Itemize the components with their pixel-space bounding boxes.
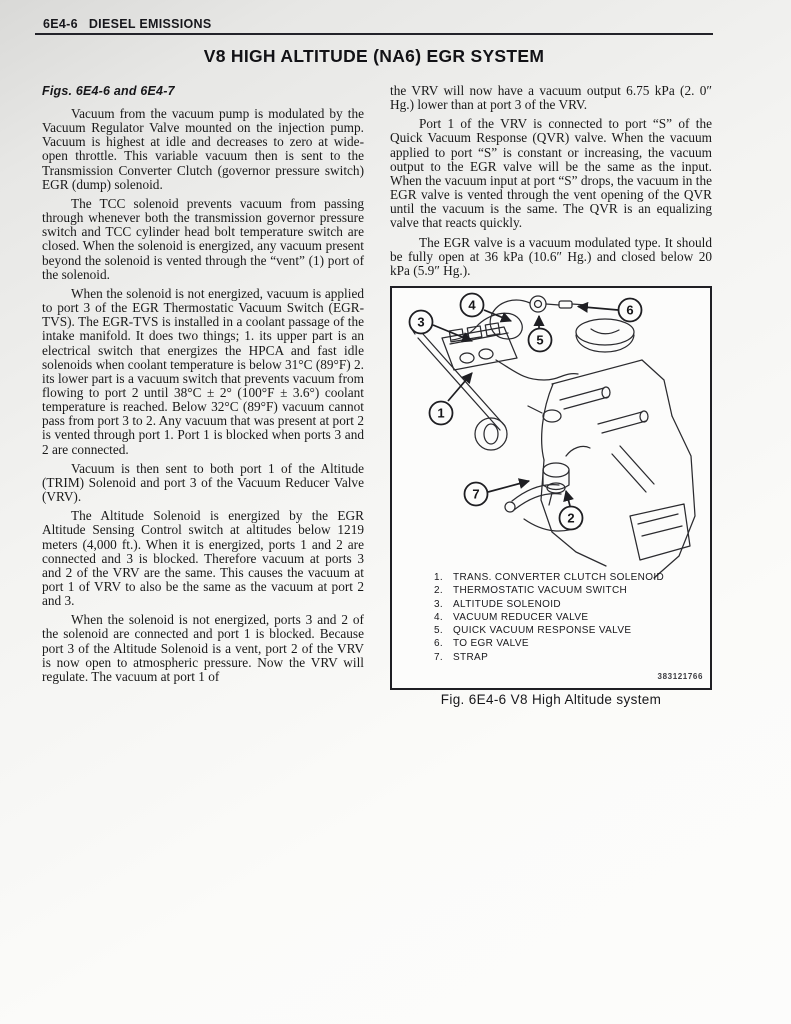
legend-item (434, 611, 664, 624)
legend-item-number: 1. (434, 572, 444, 583)
callout-5 (529, 329, 552, 352)
svg-text:6: 6 (626, 302, 634, 318)
svg-text:2: 2 (567, 510, 575, 526)
legend-item-number: 2. (434, 585, 444, 597)
svg-text:7: 7 (472, 486, 480, 502)
callout-6 (619, 299, 642, 322)
header-rule (35, 33, 713, 35)
running-header (43, 17, 212, 31)
legend-item (434, 637, 664, 650)
legend-item-label: TO EGR VALVE (453, 638, 529, 650)
legend-item-label: STRAP (453, 651, 489, 663)
callout-leaders (433, 307, 618, 507)
right-text-column (390, 84, 712, 283)
svg-text:1: 1 (437, 405, 445, 421)
figure-caption: Fig. 6E4-6 V8 High Altitude system (440, 692, 662, 707)
legend-item-number: 5. (434, 625, 444, 637)
legend-item-number: 4. (434, 611, 444, 623)
legend-item (434, 651, 664, 664)
legend-item-label: TRANS. CONVERTER CLUTCH SOLENOID (453, 572, 665, 583)
paragraph: Port 1 of the VRV is connected to port “S” of the Quick Vacuum Response (QVR) valve. When the vacuum applied to port “S” is constant or increasing, the vacuum output to the EGR valve will be the same as the input. When the vacuum input at port “S” drops, the vacuum in the EGR valve is vented through the vent opening of the QVR until the vacuum is the same. The QVR is an equalizing valve that reacts quickly. (390, 116, 712, 231)
legend-item-number: 7. (434, 651, 444, 663)
legend-item-label: THERMOSTATIC VACUUM SWITCH (453, 585, 628, 597)
paragraph: The TCC solenoid prevents vacuum from passing through whenever both the transmission governor pressure switch and TCC cylinder head bolt temperature switch are closed. When the solenoid is energized, any vacuum present beyond the solenoid is vented through the “vent” (1) port of the solenoid. (42, 195, 364, 282)
section-title: DIESEL EMISSIONS (88, 17, 212, 31)
paragraph: The Altitude Solenoid is energized by the EGR Altitude Sensing Control switch at altitudes below 1219 meters (4,000 ft.). When it is energized, ports 1 and 2 are connected and 3 is blocked. Therefore vacuum at ports 3 and 2 of the VRV are the same. This causes the vacuum at port 1 of VRV to also be the same as the vacuum at port 2 and 3. (42, 508, 364, 609)
callout-3 (410, 311, 433, 334)
callout-7 (465, 483, 488, 506)
callout-2 (560, 507, 583, 530)
legend-item-label: QUICK VACUUM RESPONSE VALVE (453, 625, 632, 637)
legend-item-label: VACUUM REDUCER VALVE (453, 611, 589, 623)
legend-item (434, 598, 664, 611)
paragraph: Vacuum is then sent to both port 1 of the Altitude (TRIM) Solenoid and port 3 of the Vacuum Reducer Valve (VRV). (42, 460, 364, 505)
figure-legend (434, 571, 664, 664)
paragraph: When the solenoid is not energized, ports 3 and 2 of the solenoid are connected and port 1 is blocked. Because port 3 of the Altitude Solenoid is a vent, port 2 of the VRV is now open to atmospheric pressure. Now the VRV will regulate. The vacuum at port 1 of (42, 612, 364, 684)
legend-item-label: ALTITUDE SOLENOID (453, 598, 562, 610)
svg-text:3: 3 (417, 314, 425, 330)
left-text-column (42, 84, 364, 689)
legend-item (434, 571, 664, 584)
page-number: 6E4-6 (43, 17, 78, 31)
legend-item-number: 3. (434, 598, 444, 610)
paragraph: When the solenoid is not energized, vacuum is applied to port 3 of the EGR Thermostatic Vacuum Switch (EGR-TVS). The EGR-TVS is installed in a coolant passage of the intake manifold. It does two things; 1. its upper part is an electrical switch that energizes the HPCA and fast idle solenoids when coolant temperature is below 31°C (89°F) 2. its lower part is a vacuum switch that prevents vacuum from flowing to port 2 until 38°C ± 2° (100°F ± 3.6°) coolant temperature is reached. Below 32°C (89°F) vacuum cannot pass from port 3 to 2. Any vacuum that was present at port 2 is vented through port 1. Port 1 is blocked when ports 3 and 2 are connected. (42, 285, 364, 457)
callout-1 (430, 402, 453, 425)
engine-line-art (412, 296, 695, 578)
page-title: V8 HIGH ALTITUDE (NA6) EGR SYSTEM (203, 46, 545, 66)
paragraph: The EGR valve is a vacuum modulated type. It should be fully open at 36 kPa (10.6″ Hg.) and closed below 20 kPa (5.9″ Hg.). (390, 234, 712, 278)
figure-reference: Figs. 6E4-6 and 6E4-7 (42, 84, 175, 98)
svg-text:4: 4 (468, 297, 476, 313)
paragraph: the VRV will now have a vacuum output 6.75 kPa (2. 0″ Hg.) lower than at port 3 of the VRV. (390, 83, 712, 113)
legend-item-number: 6. (434, 638, 444, 650)
paragraph: Vacuum from the vacuum pump is modulated by the Vacuum Regulator Valve mounted on the injection pump. Vacuum is highest at idle and decreases to zero at wide-open throttle. This variable vacuum then is sent to the Transmission Converter Clutch (governor pressure switch) EGR (dump) solenoid. (42, 106, 364, 192)
figure-6e4-6-box (390, 286, 712, 690)
legend-item (434, 584, 664, 597)
svg-text:5: 5 (536, 332, 544, 348)
callout-4 (461, 294, 484, 317)
figure-part-number: 383121766 (657, 672, 703, 681)
legend-item (434, 624, 664, 637)
